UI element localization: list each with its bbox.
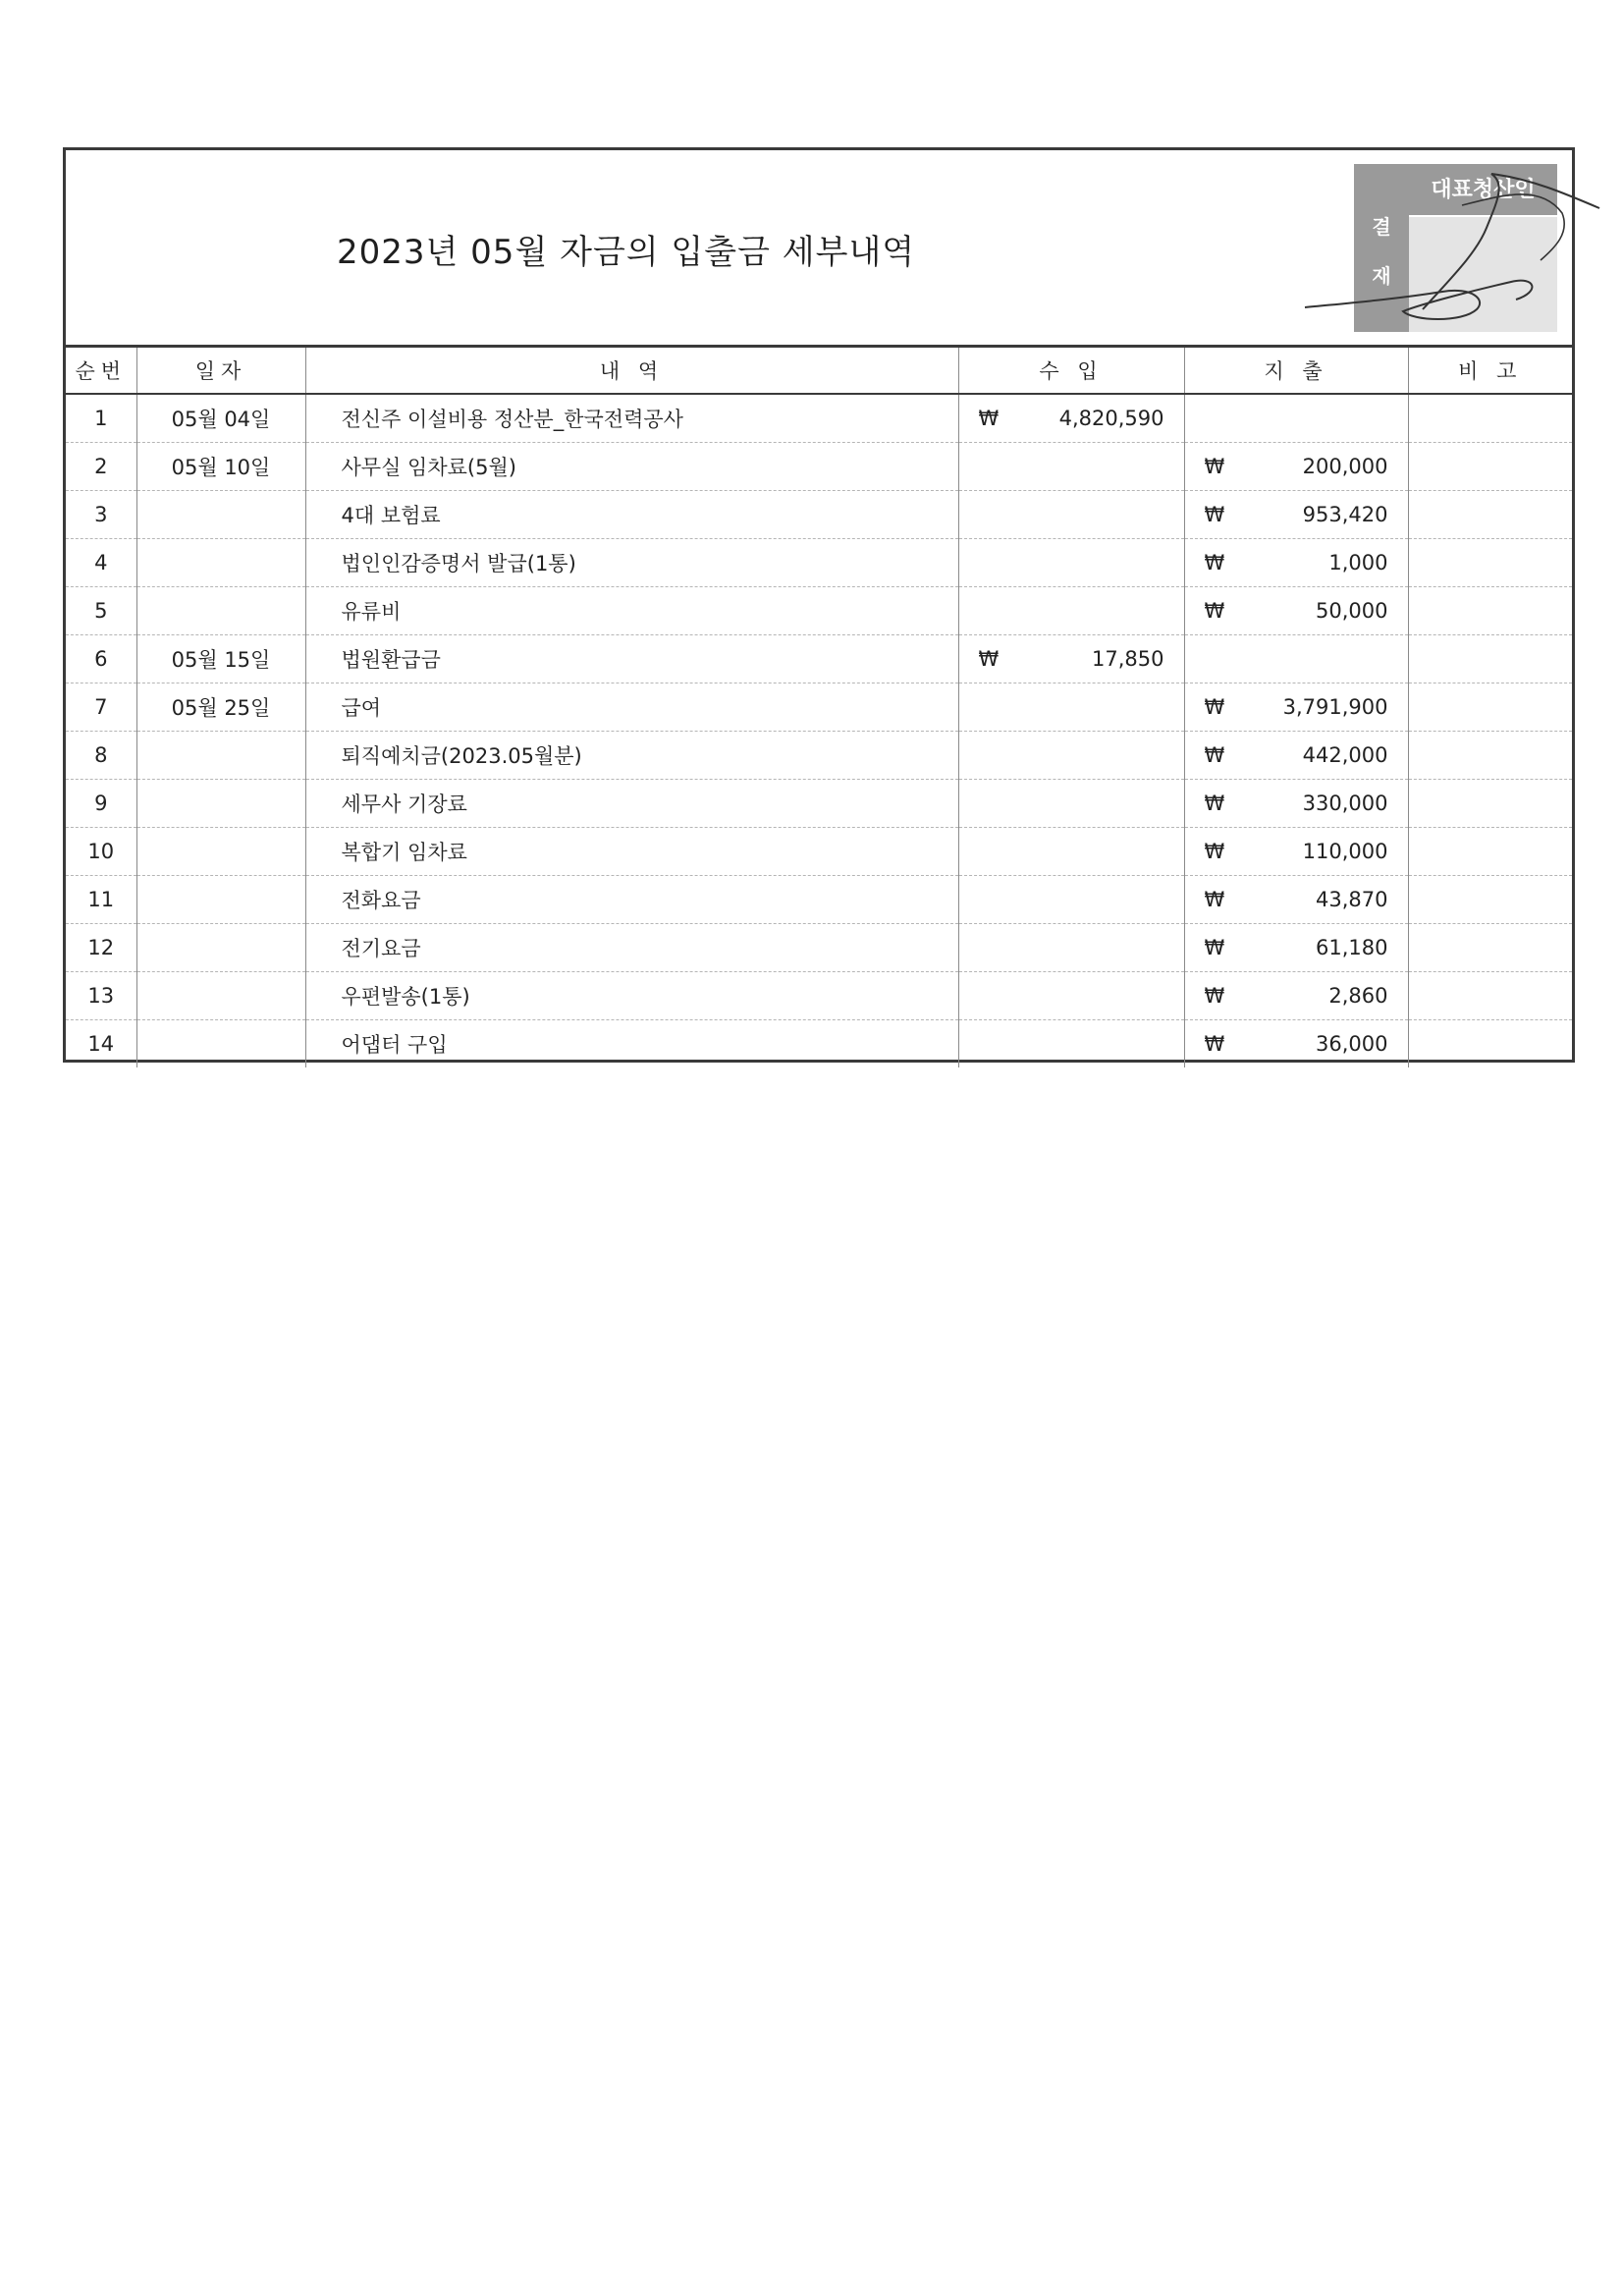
row-expense-amount: 442,000 [1302, 743, 1388, 767]
row-expense [1184, 683, 1408, 732]
row-number: 7 [66, 683, 136, 732]
row-number: 9 [66, 780, 136, 828]
row-number: 14 [66, 1020, 136, 1068]
row-description: 전신주 이설비용 정산분_한국전력공사 [305, 394, 958, 443]
column-header-no: 순번 [66, 347, 136, 395]
row-income [958, 780, 1184, 828]
currency-symbol: ₩ [1204, 792, 1225, 815]
column-header-description: 내 역 [305, 347, 958, 395]
row-note [1408, 732, 1572, 780]
table-header-row [66, 347, 1572, 395]
row-date: 05월 04일 [136, 394, 305, 443]
ledger-document [63, 147, 1575, 1063]
column-header-expense: 지 출 [1184, 347, 1408, 395]
row-expense [1184, 587, 1408, 635]
currency-symbol: ₩ [1204, 1032, 1225, 1056]
row-date [136, 1020, 305, 1068]
row-expense [1184, 780, 1408, 828]
row-income [958, 539, 1184, 587]
currency-symbol: ₩ [1204, 888, 1225, 911]
row-date [136, 732, 305, 780]
title-area [66, 150, 1572, 345]
row-date [136, 972, 305, 1020]
column-header-income: 수 입 [958, 347, 1184, 395]
approval-header: 대표청산인 [1409, 164, 1557, 217]
currency-symbol: ₩ [1204, 551, 1225, 574]
row-description: 법원환급금 [305, 635, 958, 683]
row-date [136, 876, 305, 924]
table-row [66, 972, 1572, 1020]
row-expense-amount: 3,791,900 [1282, 695, 1388, 719]
currency-symbol: ₩ [1204, 743, 1225, 767]
row-number: 1 [66, 394, 136, 443]
row-income-amount: 4,820,590 [1058, 407, 1164, 430]
row-number: 8 [66, 732, 136, 780]
row-date: 05월 15일 [136, 635, 305, 683]
row-date [136, 491, 305, 539]
row-date: 05월 25일 [136, 683, 305, 732]
row-note [1408, 780, 1572, 828]
row-note [1408, 394, 1572, 443]
row-expense-amount: 50,000 [1316, 599, 1388, 623]
currency-symbol: ₩ [1204, 503, 1225, 526]
row-description: 법인인감증명서 발급(1통) [305, 539, 958, 587]
row-number: 3 [66, 491, 136, 539]
row-expense-amount: 2,860 [1328, 984, 1388, 1008]
row-number: 10 [66, 828, 136, 876]
table-row [66, 587, 1572, 635]
row-expense [1184, 1020, 1408, 1068]
row-description: 4대 보험료 [305, 491, 958, 539]
table-row [66, 828, 1572, 876]
row-number: 12 [66, 924, 136, 972]
row-description: 사무실 임차료(5월) [305, 443, 958, 491]
currency-symbol: ₩ [1204, 984, 1225, 1008]
row-expense-amount: 1,000 [1328, 551, 1388, 574]
currency-symbol: ₩ [978, 647, 1000, 671]
row-income [958, 828, 1184, 876]
table-row [66, 443, 1572, 491]
row-note [1408, 683, 1572, 732]
row-income [958, 1020, 1184, 1068]
row-description: 세무사 기장료 [305, 780, 958, 828]
row-date [136, 924, 305, 972]
row-expense [1184, 491, 1408, 539]
row-expense [1184, 828, 1408, 876]
transactions-table [66, 345, 1572, 1067]
row-income [958, 394, 1184, 443]
column-header-note: 비 고 [1408, 347, 1572, 395]
currency-symbol: ₩ [978, 407, 1000, 430]
row-number: 11 [66, 876, 136, 924]
row-income [958, 876, 1184, 924]
row-income [958, 587, 1184, 635]
row-number: 2 [66, 443, 136, 491]
row-expense-amount: 43,870 [1316, 888, 1388, 911]
row-note [1408, 443, 1572, 491]
row-description: 어댑터 구입 [305, 1020, 958, 1068]
row-expense-amount: 61,180 [1316, 936, 1388, 959]
table-row [66, 683, 1572, 732]
row-income [958, 972, 1184, 1020]
row-expense [1184, 924, 1408, 972]
currency-symbol: ₩ [1204, 599, 1225, 623]
row-number: 13 [66, 972, 136, 1020]
row-note [1408, 924, 1572, 972]
row-number: 5 [66, 587, 136, 635]
table-row [66, 780, 1572, 828]
table-row [66, 876, 1572, 924]
row-income [958, 924, 1184, 972]
row-income [958, 443, 1184, 491]
currency-symbol: ₩ [1204, 455, 1225, 478]
row-note [1408, 587, 1572, 635]
row-expense-amount: 110,000 [1302, 840, 1388, 863]
row-expense [1184, 443, 1408, 491]
row-note [1408, 1020, 1572, 1068]
table-body [66, 394, 1572, 1067]
row-expense [1184, 539, 1408, 587]
table-row [66, 491, 1572, 539]
row-expense-amount: 330,000 [1302, 792, 1388, 815]
row-date [136, 539, 305, 587]
row-date [136, 828, 305, 876]
row-expense-amount: 200,000 [1302, 455, 1388, 478]
row-expense [1184, 635, 1408, 683]
row-date [136, 780, 305, 828]
row-number: 4 [66, 539, 136, 587]
row-note [1408, 539, 1572, 587]
table-row [66, 1020, 1572, 1068]
row-income [958, 491, 1184, 539]
row-description: 전기요금 [305, 924, 958, 972]
row-description: 우편발송(1통) [305, 972, 958, 1020]
approval-side-char-1: 결 [1372, 215, 1391, 239]
row-expense [1184, 394, 1408, 443]
row-date: 05월 10일 [136, 443, 305, 491]
row-income [958, 683, 1184, 732]
table-row [66, 732, 1572, 780]
table-row [66, 539, 1572, 587]
table-row [66, 394, 1572, 443]
row-description: 복합기 임차료 [305, 828, 958, 876]
row-expense-amount: 953,420 [1302, 503, 1388, 526]
table-row [66, 635, 1572, 683]
row-number: 6 [66, 635, 136, 683]
row-note [1408, 972, 1572, 1020]
row-income-amount: 17,850 [1092, 647, 1164, 671]
approval-side-char-2: 재 [1372, 264, 1391, 288]
row-note [1408, 828, 1572, 876]
row-income [958, 635, 1184, 683]
row-expense [1184, 876, 1408, 924]
row-description: 퇴직예치금(2023.05월분) [305, 732, 958, 780]
approval-stamp-box [1354, 164, 1557, 332]
row-note [1408, 635, 1572, 683]
currency-symbol: ₩ [1204, 695, 1225, 719]
signature-mark [1305, 184, 1619, 360]
row-note [1408, 491, 1572, 539]
row-expense [1184, 972, 1408, 1020]
row-note [1408, 876, 1572, 924]
row-description: 전화요금 [305, 876, 958, 924]
row-date [136, 587, 305, 635]
row-expense-amount: 36,000 [1316, 1032, 1388, 1056]
currency-symbol: ₩ [1204, 840, 1225, 863]
row-description: 급여 [305, 683, 958, 732]
document-title: 2023년 05월 자금의 입출금 세부내역 [337, 233, 916, 272]
row-income [958, 732, 1184, 780]
table-row [66, 924, 1572, 972]
currency-symbol: ₩ [1204, 936, 1225, 959]
row-expense [1184, 732, 1408, 780]
row-description: 유류비 [305, 587, 958, 635]
column-header-date: 일자 [136, 347, 305, 395]
